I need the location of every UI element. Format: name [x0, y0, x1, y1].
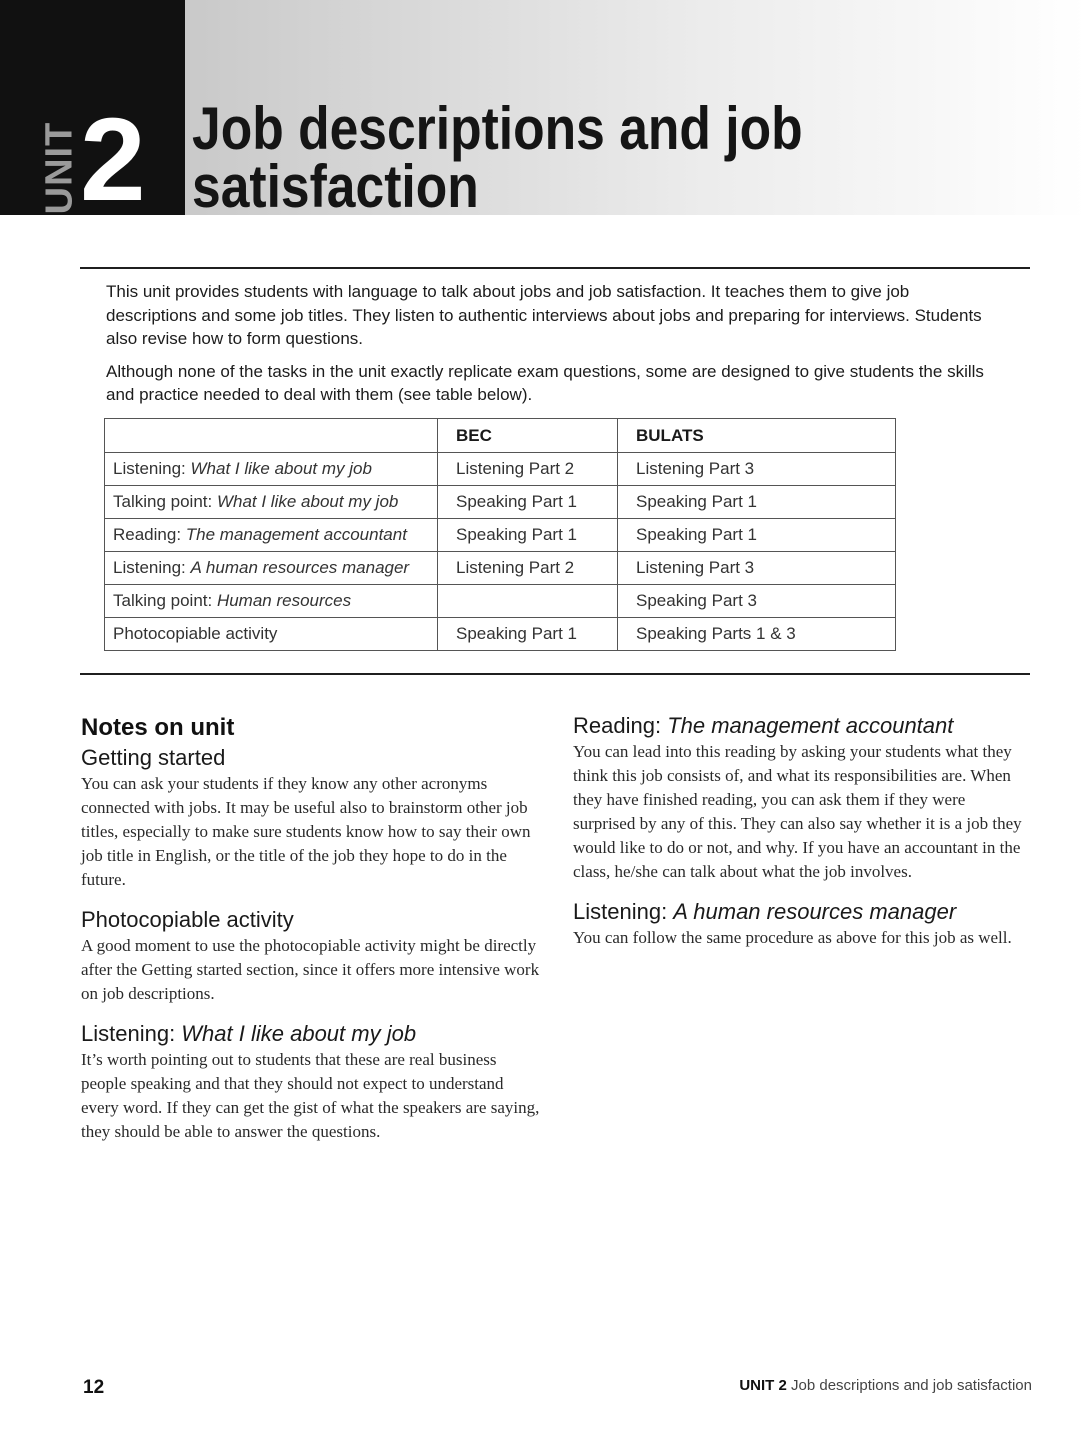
- bottom-rule: [80, 673, 1030, 675]
- table-row: [105, 453, 896, 486]
- table-header-task: [105, 419, 438, 453]
- table-cell-task: Talking point: What I like about my job: [105, 486, 438, 519]
- intro-paragraph-2: Although none of the tasks in the unit exactly replicate exam questions, some are designed to give students the skills and practice needed to deal with them (see table below).: [106, 361, 984, 404]
- unit-block: [0, 0, 185, 226]
- table-row: [105, 552, 896, 585]
- unit-title-line1: Job descriptions and job: [192, 95, 803, 162]
- table-cell-bulats: Listening Part 3: [618, 453, 896, 486]
- page-number: 12: [83, 1377, 105, 1398]
- intro: [106, 280, 986, 416]
- table-cell-bec: Listening Part 2: [438, 552, 618, 585]
- table-cell-task: Photocopiable activity: [105, 618, 438, 651]
- footer-unit-title: Job descriptions and job satisfaction: [791, 1377, 1032, 1394]
- table-header-bec: BEC: [438, 419, 618, 453]
- listening-like-heading: Listening: What I like about my job: [81, 1021, 417, 1046]
- listening-hr-heading: Listening: A human resources manager: [573, 899, 957, 924]
- table-row: [105, 519, 896, 552]
- table-cell-bec: Speaking Part 1: [438, 486, 618, 519]
- exam-skills-table: [104, 418, 896, 651]
- table-cell-bec: Listening Part 2: [438, 453, 618, 486]
- unit-title-line2: satisfaction: [192, 153, 479, 220]
- table-cell-task: Reading: The management accountant: [105, 519, 438, 552]
- photocopiable-text: A good moment to use the photocopiable activity might be directly after the Getting started section, since it offers more intensive work on job descriptions.: [81, 936, 540, 1003]
- notes-left-column: [81, 712, 541, 1158]
- getting-started-heading: Getting started: [81, 745, 226, 770]
- table-cell-bec: Speaking Part 1: [438, 519, 618, 552]
- table-cell-bulats: Speaking Part 3: [618, 585, 896, 618]
- table-cell-bulats: Listening Part 3: [618, 552, 896, 585]
- table-row: [105, 618, 896, 651]
- notes-heading: Notes on unit: [81, 714, 235, 741]
- running-footer: [739, 1377, 1032, 1394]
- table-header-row: [105, 419, 896, 453]
- table-row: [105, 585, 896, 618]
- table-row: [105, 486, 896, 519]
- table-cell-bec: Speaking Part 1: [438, 618, 618, 651]
- top-rule: [80, 267, 1030, 269]
- getting-started-text: You can ask your students if they know any other acronyms connected with jobs. It may be useful also to brainstorm other job titles, especially to make sure students know how to say their own job title in English, or the title of the job they hope to do in the future.: [81, 774, 531, 889]
- notes-right-column: [573, 712, 1023, 964]
- table-cell-task: Listening: A human resources manager: [105, 552, 438, 585]
- listening-like-text: It’s worth pointing out to students that these are real business people speaking and that they should not expect to understand every word. If they can get the gist of what the speakers are saying, they should be able to answer the questions.: [81, 1050, 540, 1141]
- intro-paragraph-1: This unit provides students with language to talk about jobs and job satisfaction. It teaches them to give job descriptions and some job titles. They listen to authentic interviews about jobs and preparing for interviews. Students also revise how to form questions.: [106, 282, 982, 348]
- unit-title: [192, 95, 949, 220]
- table-cell-bulats: Speaking Part 1: [618, 486, 896, 519]
- table-header-bulats: BULATS: [618, 419, 896, 453]
- photocopiable-heading: Photocopiable activity: [81, 907, 294, 932]
- table-cell-task: Talking point: Human resources: [105, 585, 438, 618]
- table-cell-bulats: Speaking Part 1: [618, 519, 896, 552]
- table-cell-task: Listening: What I like about my job: [105, 453, 438, 486]
- unit-vertical-label: UNIT: [38, 121, 81, 214]
- footer-unit-label: UNIT 2: [739, 1377, 787, 1394]
- unit-number: 2: [80, 94, 142, 226]
- table-cell-bec: [438, 585, 618, 618]
- reading-text: You can lead into this reading by asking your students what they think this job consists of, and what its responsibilities are. When they have finished reading, you can ask them if they were surprised by any of this. They can also say whether it is a job they would like to do or not, and why. If you have an accountant in the class, he/she can talk about what the job involves.: [573, 742, 1022, 881]
- table-cell-bulats: Speaking Parts 1 & 3: [618, 618, 896, 651]
- listening-hr-text: You can follow the same procedure as above for this job as well.: [573, 928, 1012, 947]
- reading-heading: Reading: The management accountant: [573, 713, 954, 738]
